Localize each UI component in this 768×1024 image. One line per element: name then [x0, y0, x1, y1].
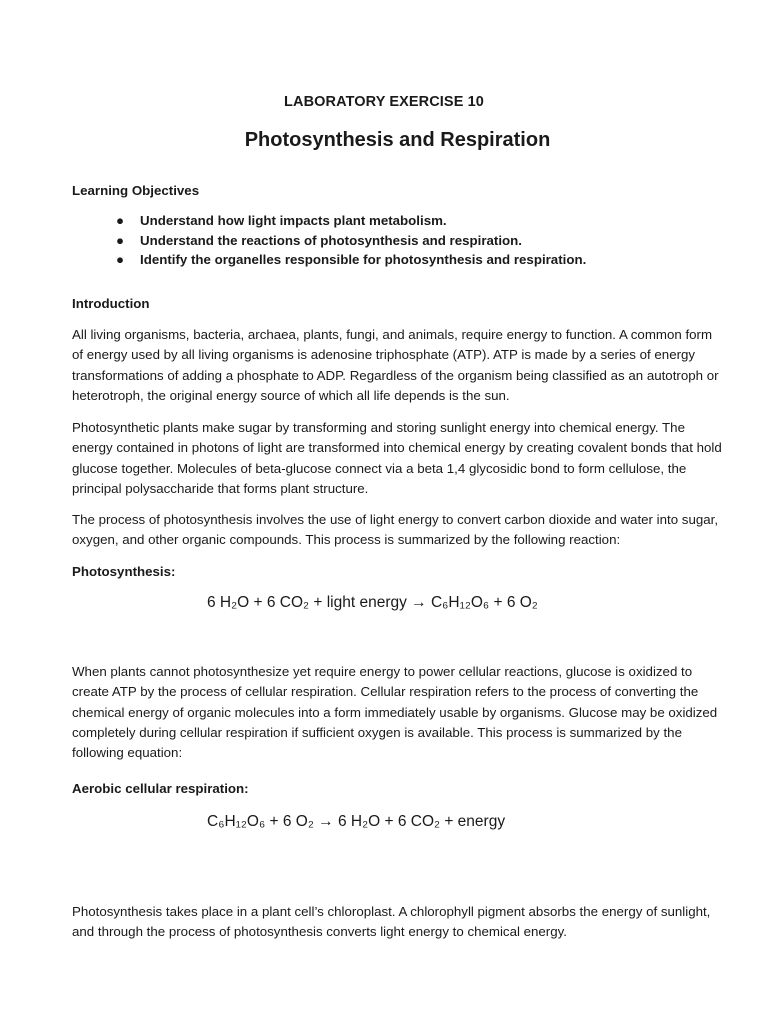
respiration-label: Aerobic cellular respiration: — [72, 781, 249, 796]
respiration-intro-paragraph: When plants cannot photosynthesize yet require energy to power cellular reactions, glucose is oxidized to create ATP by the process of cellular respiration. Cellular respiration refers to the process of converting the chemical energy of organic molecules into a form immediately usable by organisms. Glucose may be oxidized completely during cellular respiration if sufficient oxygen is available. This process is summarized by the following equation: — [72, 664, 718, 761]
respiration-equation: C₆H₁₂O₆ + 6 O₂ → 6 H₂O + 6 CO₂ + energy — [207, 813, 506, 830]
lab-exercise-title: LABORATORY EXERCISE 10 — [284, 94, 484, 110]
objective-item — [116, 231, 586, 251]
page-title: Photosynthesis and Respiration — [244, 129, 551, 151]
objective-text: Identify the organelles responsible for photosynthesis and respiration. — [140, 252, 587, 267]
learning-objectives-heading: Learning Objectives — [72, 183, 200, 198]
chloroplast-paragraph: Photosynthesis takes place in a plant cell’s chloroplast. A chlorophyll pigment absorbs the energy of sunlight, and through the process of photosynthesis converts light energy to chemical energy. — [72, 904, 711, 940]
intro-paragraph-2: Photosynthetic plants make sugar by transforming and storing sunlight energy into chemical energy. The energy contained in photons of light are transformed into chemical energy by creating covalent bonds that hold glucose together. Molecules of beta-glucose connect via a beta 1,4 glycosidic bond to form cellulose, the principal polysaccharide that forms plant structure. — [72, 420, 722, 496]
objective-text: Understand the reactions of photosynthesis and respiration. — [140, 232, 522, 248]
objective-item — [116, 250, 586, 270]
intro-paragraph-3: The process of photosynthesis involves the use of light energy to convert carbon dioxide and water into sugar, oxygen, and other organic compounds. This process is summarized by the following reaction: — [72, 512, 719, 548]
bullet-icon: ● — [116, 252, 125, 267]
intro-paragraph-1: All living organisms, bacteria, archaea, plants, fungi, and animals, require energy to function. A common form of energy used by all living organisms is adenosine triphosphate (ATP). ATP is made by a series of energy transformations of adding a phosphate to ADP. Regardless of the organism being classified as an autotroph or heterotroph, the original energy source of which all life depends is the sun. — [72, 327, 719, 403]
objective-text: Understand how light impacts plant metabolism. — [140, 213, 447, 228]
bullet-icon: ● — [116, 232, 125, 248]
introduction-heading: Introduction — [72, 296, 150, 311]
photosynthesis-label: Photosynthesis: — [72, 564, 176, 579]
objectives-list — [116, 211, 586, 270]
objective-item — [116, 211, 586, 231]
photosynthesis-equation: 6 H₂O + 6 CO₂ + light energy → C₆H₁₂O₆ + 6 O₂ — [207, 594, 538, 611]
bullet-icon: ● — [116, 213, 125, 228]
